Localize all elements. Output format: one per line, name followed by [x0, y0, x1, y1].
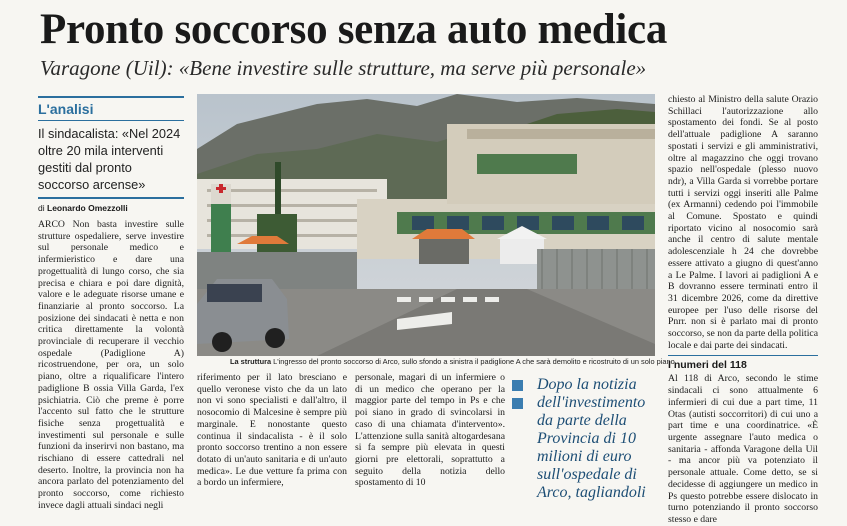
hospital-photo-illustration [197, 94, 655, 356]
caption-label: La struttura [230, 357, 272, 366]
headline: Pronto soccorso senza auto medica [40, 6, 668, 53]
divider [668, 355, 818, 356]
divider [38, 96, 184, 98]
byline-author: Leonardo Omezzolli [47, 203, 128, 213]
section-tag: L'analisi [38, 101, 94, 117]
article-body-col4: chiesto al Ministro della salute Orazio Schillaci l'autorizzazione allo spostamento dei fondi. Se al posto dell'attuale padiglione A saranno spostati i servizi e gli amministrativi, oltre al magazzino che oggi trovano spazio nell'ospedale (plesso nuovo ndr), a Villa Garda si vorrebbe portare tutti i servizi oggi inseriti alle Palme (ex Armanni) cedendo poi l'immobile al Comune. Spostato e quindi riportato vicino al nosocomio sarà anche il centro di salute mentale adolescenziale h 24 che dovrebbe essere attivato a giugno di quest'anno a Le Palme. I lavori ai padiglioni A e B dovranno essere terminati entro il 31 dicembre 2026, come da direttive europee per l'uso delle risorse del Pnrr. non si è parlato mai di pronto soccorso, se non da parte della politica locale e dai parte dei sindacati. [668, 94, 818, 351]
article-body-col2: riferimento per il lato bresciano e quello veronese visto che da un lato non vi sono specialisti e dall'altro, il nosocomio di Malcesine è sempre più marginale. E nonostante questo continua il sindacalista - è il solo pronto soccorso trentino a non essere dotato di un'auto sanitaria e di un'auto medica». Le due vetture fa prima con a bordo un infermiere, [197, 372, 347, 489]
subheading: I numeri del 118 [668, 359, 747, 372]
caption-text: L'ingresso del pronto soccorso di Arco, sullo sfondo a sinistra il padiglione A che sarà demolito e ricostruito di un solo piano [273, 357, 675, 366]
right-column [668, 94, 818, 526]
square-bullet-icon [512, 398, 523, 409]
photo-caption [230, 357, 675, 367]
subheadline: Varagone (Uil): «Bene investire sulle strutture, ma serve più personale» [40, 56, 647, 80]
divider [38, 197, 184, 199]
article-body-col1: ARCO Non basta investire sulle strutture ospedaliere, serve investire sul personale medico e infermieristico e dare una progettualità di lungo corso, che sia precisa e chiara e poi dare dignità, valore e le adeguate risorse umane e finanziarie al pronto soccorso. La posizione dei sindacati è netta e non critica direttamente la volontà provinciale di recuperare il vecchio ospedale (Padiglione A) ricostruendone, per ora, un solo piano, oltre a riqualificare l'intero padiglione B ossia Villa Garda, l'ex psichiatria. Ciò che preme è porre l'accento sul fatto che le strutture fisiche senza progettualità e investimenti sul personale e sulle funzioni da inserirvi non bastano, ma rischiano di essere cattedrali nel deserto. Inoltre, la provincia non ha ancora parlato del potenziamento del pronto soccorso, come richiesto invece dagli attuali sindaci negli [38, 219, 184, 511]
left-column [38, 96, 184, 512]
byline [38, 203, 184, 214]
pull-quote-text: Dopo la notizia dell'investimento da parte della Provincia di 10 milioni di euro sull'ospedale di Arco, tagliandoli [537, 376, 646, 501]
divider [38, 120, 184, 121]
article-photo [197, 94, 655, 356]
article-body-col4-continued: Al 118 di Arco, secondo le stime sindacali ci sono attualmente 6 infermieri di cui due a part time, 11 Otas (autisti soccorritori) di cui uno a part time e una coordinatrice. «È urgente assegnare l'auto medica o sanitaria - affonda Varagone della Uil - ma ancor più va potenziato il personale attuale. Come detto, se si decidesse di aggiungere un medico in Ps questo potrebbe essere dislocato in turno potenziando il pronto soccorso stesso e dare [668, 373, 818, 525]
square-bullet-icon [512, 380, 523, 391]
byline-prefix: di [38, 203, 45, 213]
article-body-col3: personale, magari di un infermiere o di un medico che operano per la maggior parte del tempo in Ps e che poi siano in grado di svincolarsi in caso di una chiamata d'intervento». L'attenzione sulla sanità altogardesana si fa sempre più elevata in questi giorni pre elettorali, soprattutto a seguito della notizia dello spostamento di 10 [355, 372, 505, 489]
deck-text: Il sindacalista: «Nel 2024 oltre 20 mila interventi gestiti dal pronto soccorso arcense» [38, 126, 181, 192]
